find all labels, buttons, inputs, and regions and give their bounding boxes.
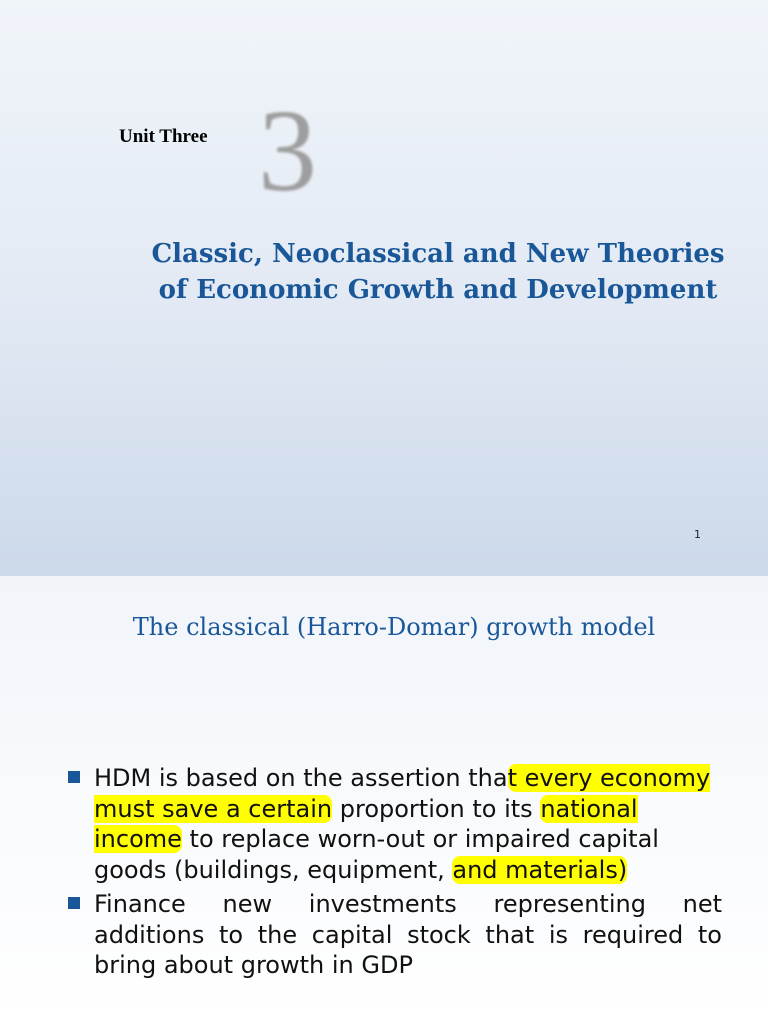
- unit-label: Unit Three: [119, 126, 208, 147]
- bullet-list: [66, 763, 722, 981]
- page-number: 1: [694, 528, 701, 541]
- slide-1-title: Classic, Neoclassical and New Theories of Economic Growth and Development: [151, 239, 725, 305]
- bullet-text: Finance new investments representing net additions to the capital stock that is required to bring about growth in GDP: [94, 890, 722, 979]
- highlighted-text: and materials): [452, 855, 628, 884]
- square-bullet-icon: [68, 897, 80, 909]
- highlighted-text: t every economy must save a certain: [94, 764, 711, 823]
- bullet-item-hdm: [66, 763, 722, 885]
- highlighted-text: national income: [94, 794, 638, 853]
- bullet-text: HDM is based on the assertion tha: [94, 764, 508, 792]
- bullet-text: to replace worn-out or impaired capital goods (buildings, equipment,: [94, 825, 659, 884]
- bullet-text: proportion to its: [332, 794, 541, 823]
- slide-2: [0, 576, 768, 1024]
- square-bullet-icon: [68, 771, 80, 783]
- bullet-item-finance: [66, 889, 722, 981]
- slide-2-title: The classical (Harro-Domar) growth model: [132, 613, 656, 641]
- unit-number: 3: [258, 85, 317, 216]
